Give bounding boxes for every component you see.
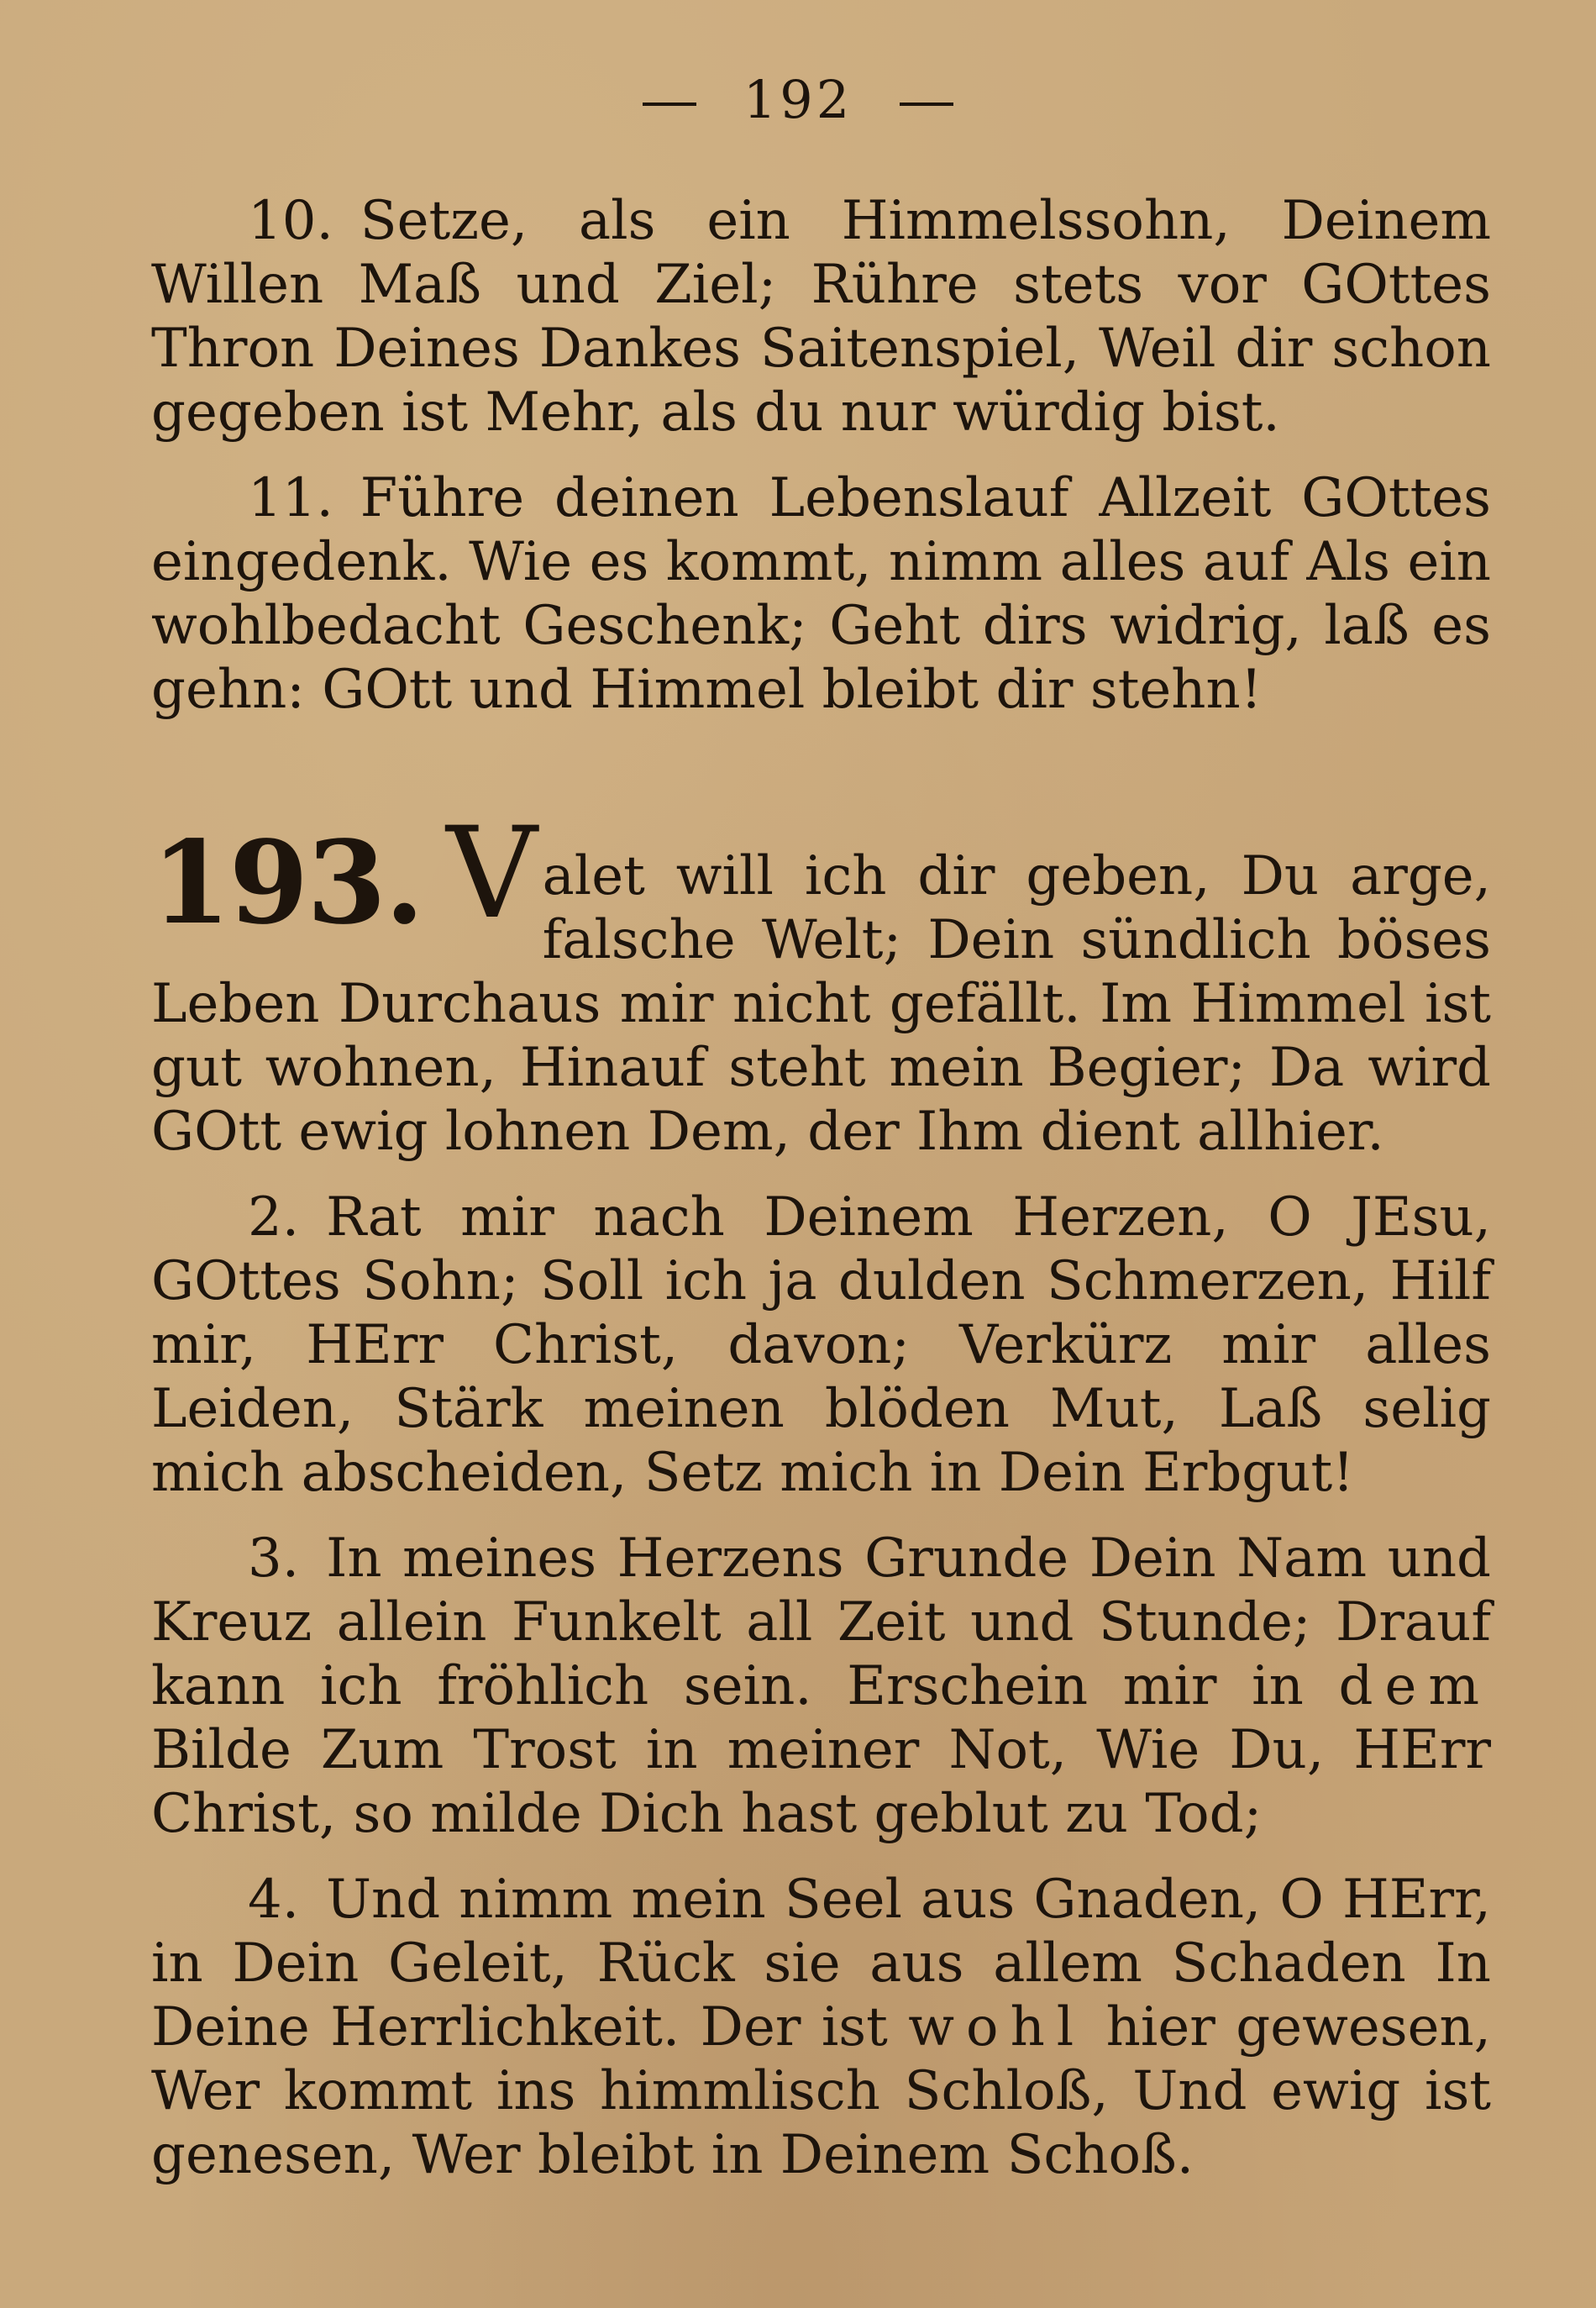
stanza-text: Rat mir nach Deinem Herzen, O JEsu, GOttes Sohn; Soll ich ja dulden Schmerzen, Hilf mir, HErr Christ, davon; Verkürz mir alles Leiden, Stärk meinen blöden Mut, Laß selig mich abscheiden, Setz mich in Dein Erbgut! [151,1186,1491,1504]
hymn-193 [151,801,1491,2187]
stanza-text-part: Und nimm mein Seel aus Gnaden, O HErr, in Dein Geleit, Rück sie aus allem Schaden In Deine Herrlichkeit. Der ist [151,1869,1491,2058]
stanza-number: 2. [248,1186,300,1249]
stanza-11 [151,466,1491,722]
page-header [0,69,1596,130]
stanza-text-part: hier gewesen, Wer kommt ins himmlisch Schloß, Und ewig ist genesen, Wer bleibt in Deinem Schoß. [151,1996,1491,2186]
stanza-number: 3. [248,1527,300,1590]
stanza-text-part: In meines Herzens Grunde Dein Nam und Kreuz allein Funkelt all Zeit und Stunde; Drauf kann ich fröhlich sein. Erschein mir in [151,1527,1491,1717]
stanza-text-part: Bilde Zum Trost in meiner Not, Wie Du, HErr Christ, so milde Dich hast geblut zu Tod; [151,1719,1491,1845]
stanza-text: Führe deinen Lebenslauf Allzeit GOttes eingedenk. Wie es kommt, nimm alles auf Als ein wohlbedacht Geschenk; Geht dirs widrig, laß es gehn: GOtt und Himmel bleibt dir stehn! [151,467,1491,721]
page-content [151,189,1491,2187]
emphasized-word: wohl [908,1996,1086,2058]
emphasized-word: dem [1338,1655,1491,1717]
stanza-number: 11. [248,467,333,529]
drop-cap: V [446,801,538,947]
hymn-number: 193. [151,816,423,950]
stanza-text: alet will ich dir geben, Du arge, falsche Welt; Dein sündlich böses Leben Durchaus mir nicht gefällt. Im Himmel ist gut wohnen, Hinauf steht mein Begier; Da wird GOtt ewig lohnen Dem, der Ihm dient allhier. [151,845,1491,1163]
page-number: 192 [743,69,853,130]
stanza-3 [151,1527,1491,1846]
stanza-4 [151,1868,1491,2187]
stanza-2 [151,1186,1491,1505]
left-dash [643,103,696,106]
stanza-number: 10. [248,190,333,252]
hymn-first-stanza [151,801,1491,1164]
stanza-number: 4. [248,1869,300,1931]
right-dash [900,103,953,106]
stanza-10 [151,189,1491,444]
stanza-text: Setze, als ein Himmelssohn, Deinem Willen Maß und Ziel; Rühre stets vor GOttes Thron Deines Dankes Saitenspiel, Weil dir schon gegeben ist Mehr, als du nur würdig bist. [151,190,1491,444]
